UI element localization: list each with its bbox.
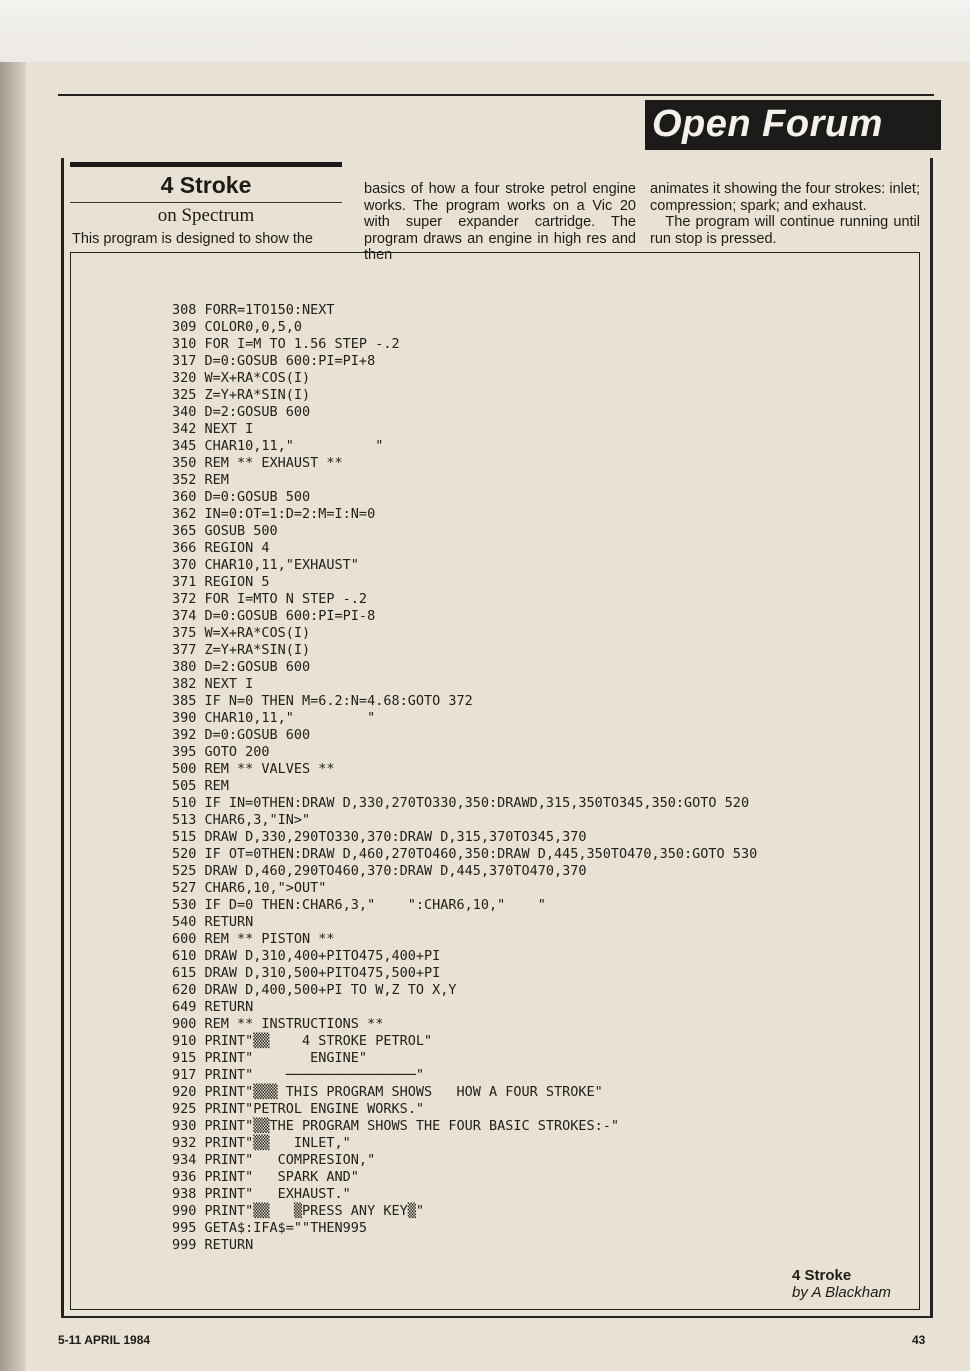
frame-bottom-rule [61, 1316, 933, 1318]
code-line: 920 PRINT"▒▒▒ THIS PROGRAM SHOWS HOW A FOUR STROKE" [172, 1084, 603, 1100]
code-line: 372 FOR I=MTO N STEP -.2 [172, 591, 368, 607]
code-line: 513 CHAR6,3,"IN>" [172, 812, 311, 828]
code-line: 342 NEXT I [172, 421, 254, 437]
credit-author: by A Blackham [792, 1284, 891, 1301]
code-line: 371 REGION 5 [172, 574, 270, 590]
section-banner-title: Open Forum [652, 103, 883, 145]
code-line: 385 IF N=0 THEN M=6.2:N=4.68:GOTO 372 [172, 693, 473, 709]
code-line: 500 REM ** VALVES ** [172, 761, 335, 777]
code-line: 900 REM ** INSTRUCTIONS ** [172, 1016, 384, 1032]
code-line: 930 PRINT"▒▒THE PROGRAM SHOWS THE FOUR BASIC STROKES:-" [172, 1118, 620, 1134]
code-line: 932 PRINT"▒▒ INLET," [172, 1135, 351, 1151]
frame-left-rule [61, 158, 64, 1318]
code-line: 540 RETURN [172, 914, 254, 930]
code-line: 310 FOR I=M TO 1.56 STEP -.2 [172, 336, 400, 352]
frame-right-rule [930, 158, 933, 1318]
code-line: 366 REGION 4 [172, 540, 270, 556]
code-line: 510 IF IN=0THEN:DRAW D,330,270TO330,350:DRAWD,315,350TO345,350:GOTO 520 [172, 795, 750, 811]
intro-column-3-paragraph-2-text: The program will continue running until run stop is pressed. [650, 214, 920, 247]
code-line: 995 GETA$:IFA$=""THEN995 [172, 1220, 368, 1236]
code-line: 520 IF OT=0THEN:DRAW D,460,270TO460,350:DRAW D,445,350TO470,350:GOTO 530 [172, 846, 758, 862]
intro-column-1: This program is designed to show the [72, 231, 313, 247]
code-line: 390 CHAR10,11," " [172, 710, 376, 726]
code-line: 910 PRINT"▒▒ 4 STROKE PETROL" [172, 1033, 433, 1049]
code-line: 936 PRINT" SPARK AND" [172, 1169, 359, 1185]
code-line: 377 Z=Y+RA*SIN(I) [172, 642, 311, 658]
code-line: 525 DRAW D,460,290TO460,370:DRAW D,445,370TO470,370 [172, 863, 587, 879]
page-top-margin [0, 0, 970, 70]
code-line: 352 REM [172, 472, 229, 488]
code-line: 999 RETURN [172, 1237, 254, 1253]
code-line: 374 D=0:GOSUB 600:PI=PI-8 [172, 608, 376, 624]
header-rule [58, 94, 934, 96]
code-line: 649 RETURN [172, 999, 254, 1015]
code-line: 938 PRINT" EXHAUST." [172, 1186, 351, 1202]
code-line: 395 GOTO 200 [172, 744, 270, 760]
article-subtitle: on Spectrum [157, 205, 255, 226]
code-line: 320 W=X+RA*COS(I) [172, 370, 311, 386]
code-line: 392 D=0:GOSUB 600 [172, 727, 311, 743]
code-line: 382 NEXT I [172, 676, 254, 692]
code-line: 527 CHAR6,10,">OUT" [172, 880, 327, 896]
code-line: 340 D=2:GOSUB 600 [172, 404, 311, 420]
code-line: 370 CHAR10,11,"EXHAUST" [172, 557, 359, 573]
title-bar [70, 162, 342, 167]
program-listing [172, 302, 912, 1254]
code-line: 360 D=0:GOSUB 500 [172, 489, 311, 505]
code-line: 917 PRINT" ────────────────" [172, 1067, 424, 1083]
code-line: 934 PRINT" COMPRESION," [172, 1152, 376, 1168]
code-line: 309 COLOR0,0,5,0 [172, 319, 303, 335]
issue-date: 5-11 APRIL 1984 [58, 1333, 151, 1347]
code-line: 317 D=0:GOSUB 600:PI=PI+8 [172, 353, 376, 369]
code-line: 365 GOSUB 500 [172, 523, 278, 539]
code-line: 505 REM [172, 778, 229, 794]
code-line: 615 DRAW D,310,500+PITO475,500+PI [172, 965, 441, 981]
code-line: 515 DRAW D,330,290TO330,370:DRAW D,315,370TO345,370 [172, 829, 587, 845]
code-line: 915 PRINT" ENGINE" [172, 1050, 368, 1066]
code-line: 530 IF D=0 THEN:CHAR6,3," ":CHAR6,10," " [172, 897, 546, 913]
code-line: 308 FORR=1TO150:NEXT [172, 302, 335, 318]
code-line: 380 D=2:GOSUB 600 [172, 659, 311, 675]
code-line: 325 Z=Y+RA*SIN(I) [172, 387, 311, 403]
intro-column-3 [650, 181, 920, 247]
credit-title: 4 Stroke [792, 1267, 852, 1284]
article-title: 4 Stroke [160, 172, 252, 198]
code-line: 610 DRAW D,310,400+PITO475,400+PI [172, 948, 441, 964]
code-line: 362 IN=0:OT=1:D=2:M=I:N=0 [172, 506, 376, 522]
title-divider [70, 202, 342, 203]
code-line: 990 PRINT"▒▒ ▒PRESS ANY KEY▒" [172, 1203, 424, 1219]
intro-column-2: basics of how a four stroke petrol engine works. The program works on a Vic 20 with super expander cartridge. The program draws an engine in high res and then [364, 181, 636, 263]
code-line: 600 REM ** PISTON ** [172, 931, 335, 947]
code-line: 345 CHAR10,11," " [172, 438, 384, 454]
code-line: 350 REM ** EXHAUST ** [172, 455, 343, 471]
intro-column-3-paragraph-2 [650, 214, 920, 247]
intro-column-3-paragraph-1: animates it showing the four strokes: inlet; compression; spark; and exhaust. [650, 181, 920, 214]
code-line: 620 DRAW D,400,500+PI TO W,Z TO X,Y [172, 982, 457, 998]
code-line: 375 W=X+RA*COS(I) [172, 625, 311, 641]
page-number: 43 [912, 1333, 926, 1347]
code-line: 925 PRINT"PETROL ENGINE WORKS." [172, 1101, 424, 1117]
binding-spine [0, 62, 26, 1371]
